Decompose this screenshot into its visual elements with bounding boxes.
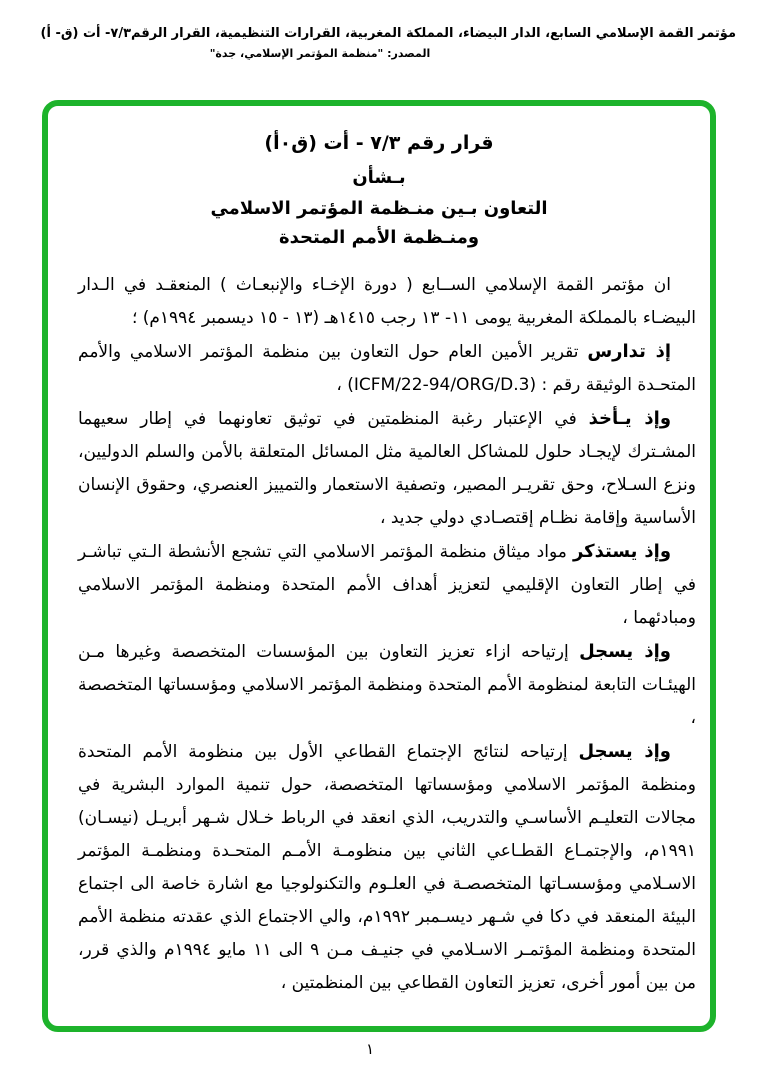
paragraph-taking-into-account — [78, 402, 696, 535]
title-subject-line2: ومنـظمة الأمم المتحدة — [278, 227, 480, 248]
paragraph-noting-satisfaction — [78, 635, 696, 735]
paragraph-noting-results — [78, 735, 696, 1000]
paragraph-lead: وإذ يستذكر — [572, 541, 672, 562]
paragraph-considered — [78, 335, 696, 402]
paragraph-lead: وإذ يسجل — [578, 741, 671, 762]
paragraph-lead: وإذ يسجل — [579, 641, 671, 662]
paragraph-text: إرتياحه ازاء تعزيز التعاون بين المؤسسات المتخصصة وغيرها مـن الهيئـات التابعة لمنظومة الأمم المتحدة ومنظمة المؤتمر الاسلامي ومؤسساتها المتخصصة ، — [78, 642, 696, 728]
paragraph-text: إرتياحه لنتائج الإجتماع القطاعي الأول بين منظومة الأمم المتحدة ومنظمة المؤتمر الاسلامي ومؤسساتها المتخصصة، حول تنمية الموارد البشرية في مجالات التعليـم الأساسـي والتدريب، الذي انعقد في الرباط خـلال شـهر أبريـل (نيسـان) ١٩٩١م، والإجتمـاع القطـاعي الثاني بين منظومـة الأمـم المتحـدة ومنظمـة المؤتمر الاسـلامي ومؤسسـاتها المتخصصـة في العلـوم والتكنولوجيا مع اشارة خاصة الى اجتماع البيئة المنعقد في دكا في شـهر ديسـمبر ١٩٩٢م، والي الاجتماع الذي عقدته منظمة الأمم المتحدة ومنظمة المؤتمـر الاسـلامي في جنيـف مـن ٩ الى ١١ مايو ١٩٩٤م والذي قرر، من بين أمور أخرى، تعزيز التعاون القطاعي بين المنظمتين ، — [78, 742, 696, 993]
title-subject-line1: التعاون بـين منـظمة المؤتمر الاسلامي — [210, 198, 548, 219]
paragraph-recalling — [78, 535, 696, 635]
paragraph-text: ان مؤتمر القمة الإسلامي الســابع ( دورة الإخـاء والإنبعـاث ) المنعقـد في الـدار البيضـاء بالمملكة المغربية يومى ١١- ١٣ رجب ١٤١٥هـ (١٣ - ١٥ ديسمبر ١٩٩٤م) ؛ — [78, 275, 696, 328]
title-resolution-number: قرار رقم ٧/٣ - أت (ق٠أ) — [264, 132, 494, 154]
resolution-body — [78, 268, 696, 1000]
paragraph-lead: إذ تدارس — [587, 341, 671, 362]
paragraph-text: في الإعتبار رغبة المنظمتين في توثيق تعاونهما في إطار سعيهما المشـترك لإيجـاد حلول للمشاكل العالمية مثل المسائل المتعلقة بالأمن والسلم الدوليين، ونزع السـلاح، وحق تقريـر المصير، وتصفية الاستعمار والتمييز العنصري، وحقوق الإنسان الأساسية وإقامة نظـام إقتصـادي دولي جديد ، — [78, 409, 696, 528]
header-source: المصدر: "منظمة المؤتمر الإسلامي، جدة" — [209, 47, 431, 60]
page-number: ١ — [365, 1040, 375, 1058]
paragraph-lead: وإذ يـأخذ — [588, 408, 672, 429]
title-regarding: بـشأن — [352, 167, 406, 188]
header-citation: مؤتمر القمة الإسلامي السابع، الدار البيضاء، المملكة المغربية، القرارات التنظيمية، القرار الرقم٧/٣- أت (ق- أ) — [40, 26, 736, 41]
paragraph-text: تقرير الأمين العام حول التعاون بين منظمة المؤتمر الاسلامي والأمم المتحـدة الوثيقة رقم : (ICFM/22-94/ORG/D.3) ، — [78, 342, 696, 395]
document-border-box — [42, 100, 716, 1032]
paragraph-preamble — [78, 268, 696, 335]
paragraph-text: مواد ميثاق منظمة المؤتمر الاسلامي التي تشجع الأنشطة الـتي تباشـر في إطار التعاون الإقليمي لتعزيز أهداف الأمم المتحدة ومنظمة المؤتمر الاسلامي ومبادئهما ، — [78, 542, 696, 628]
resolution-title — [48, 132, 710, 248]
